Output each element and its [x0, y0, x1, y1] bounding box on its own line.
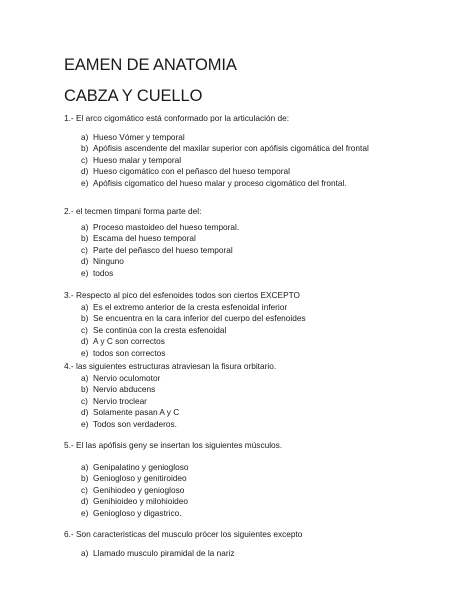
option-text: Llamado musculo piramidal de la nariz — [93, 547, 235, 558]
option-letter: c) — [81, 484, 88, 495]
option-text: Geniogloso y digastrico. — [93, 507, 182, 518]
question-text: 5.- El las apófisis geny se insertan los siguientes músculos. — [64, 440, 283, 450]
option-letter: b) — [81, 384, 89, 395]
options-list — [64, 222, 464, 280]
option-text: Genihiodeo y geniogloso — [93, 484, 185, 495]
option-item — [64, 178, 464, 190]
option-item — [64, 166, 464, 178]
option-item — [64, 396, 464, 408]
document-subtitle: CABZA Y CUELLO — [64, 87, 203, 105]
option-letter: b) — [81, 233, 89, 244]
option-text: Nervio troclear — [93, 395, 147, 406]
option-item — [64, 473, 464, 485]
question-2 — [64, 206, 464, 280]
option-letter: b) — [81, 473, 89, 484]
question-text: 3.- Respecto al pico del esfenoides todos son ciertos EXCEPTO — [64, 290, 300, 300]
option-item — [64, 485, 464, 497]
option-letter: e) — [81, 507, 89, 518]
question-text: 1.- El arco cigomático está conformado por la articulación de: — [64, 113, 290, 123]
option-text: todos son correctos — [93, 347, 166, 358]
option-letter: d) — [81, 256, 89, 267]
option-text: Es el extremo anterior de la cresta esfenoidal inferior — [93, 301, 288, 312]
option-item — [64, 407, 464, 419]
option-item — [64, 143, 464, 155]
option-item — [64, 302, 464, 314]
option-text: Se continúa con la cresta esfenoidal — [93, 324, 227, 335]
option-text: A y C son correctos — [93, 336, 165, 347]
option-text: Apófisis ascendente del maxilar superior con apófisis cigomática del frontal — [93, 143, 369, 154]
option-text: Apófisis cigomatico del hueso malar y proceso cigomático del frontal. — [93, 177, 347, 188]
option-letter: e) — [81, 177, 89, 188]
option-letter: a) — [81, 547, 89, 558]
options-list — [64, 302, 464, 360]
option-letter: a) — [81, 131, 89, 142]
option-item — [64, 462, 464, 474]
option-letter: a) — [81, 372, 89, 383]
option-letter: e) — [81, 267, 89, 278]
option-letter: d) — [81, 496, 89, 507]
question-text: 4.- las siguientes estructuras atraviesan la fisura orbitario. — [64, 361, 277, 371]
options-list — [64, 373, 464, 431]
option-letter: d) — [81, 336, 89, 347]
option-text: Nervio oculomotor — [93, 372, 161, 383]
options-list — [64, 132, 464, 190]
option-item — [64, 313, 464, 325]
option-text: Geniogloso y genitiroideo — [93, 473, 187, 484]
option-letter: e) — [81, 418, 89, 429]
option-item — [64, 245, 464, 257]
option-item — [64, 508, 464, 520]
options-list — [64, 548, 464, 560]
question-5 — [64, 440, 464, 520]
option-item — [64, 233, 464, 245]
option-item — [64, 336, 464, 348]
option-letter: a) — [81, 221, 89, 232]
option-text: Solamente pasan A y C — [93, 407, 180, 418]
option-letter: c) — [81, 395, 88, 406]
option-letter: c) — [81, 154, 88, 165]
option-item — [64, 384, 464, 396]
question-text: 6.- Son caracteristicas del musculo prócer los siguientes excepto — [64, 529, 303, 539]
option-text: Hueso cigomático con el peñasco del hueso temporal — [93, 166, 290, 177]
option-letter: a) — [81, 461, 89, 472]
option-text: Escama del hueso temporal — [93, 233, 196, 244]
option-item — [64, 496, 464, 508]
options-list — [64, 462, 464, 520]
option-item — [64, 325, 464, 337]
option-text: Todos son verdaderos. — [93, 418, 177, 429]
option-text: Proceso mastoideo del hueso temporal. — [93, 221, 240, 232]
option-letter: b) — [81, 143, 89, 154]
option-item — [64, 222, 464, 234]
option-letter: e) — [81, 347, 89, 358]
option-letter: c) — [81, 324, 88, 335]
option-text: Hueso Vómer y temporal — [93, 131, 185, 142]
option-item — [64, 155, 464, 167]
question-4 — [64, 361, 464, 431]
option-text: Nervio abducens — [93, 384, 156, 395]
option-letter: a) — [81, 301, 89, 312]
option-text: todos — [93, 267, 114, 278]
option-letter: b) — [81, 313, 89, 324]
option-item — [64, 419, 464, 431]
question-3 — [64, 290, 464, 360]
question-1 — [64, 113, 464, 190]
option-letter: d) — [81, 407, 89, 418]
option-item — [64, 373, 464, 385]
option-item — [64, 256, 464, 268]
option-item — [64, 348, 464, 360]
option-item — [64, 268, 464, 280]
option-text: Parte del peñasco del hueso temporal — [93, 244, 233, 255]
option-text: Hueso malar y temporal — [93, 154, 182, 165]
question-text: 2.- el tecmen timpani forma parte del: — [64, 206, 202, 216]
option-item — [64, 132, 464, 144]
option-text: Genipalatino y geniogloso — [93, 461, 189, 472]
option-text: Ninguno — [93, 256, 124, 267]
document-title: EAMEN DE ANATOMIA — [64, 56, 237, 74]
question-6 — [64, 529, 464, 559]
option-item — [64, 548, 464, 560]
option-text: Genihioideo y milohioideo — [93, 496, 189, 507]
option-text: Se encuentra en la cara inferior del cuerpo del esfenoides — [93, 313, 306, 324]
option-letter: d) — [81, 166, 89, 177]
option-letter: c) — [81, 244, 88, 255]
